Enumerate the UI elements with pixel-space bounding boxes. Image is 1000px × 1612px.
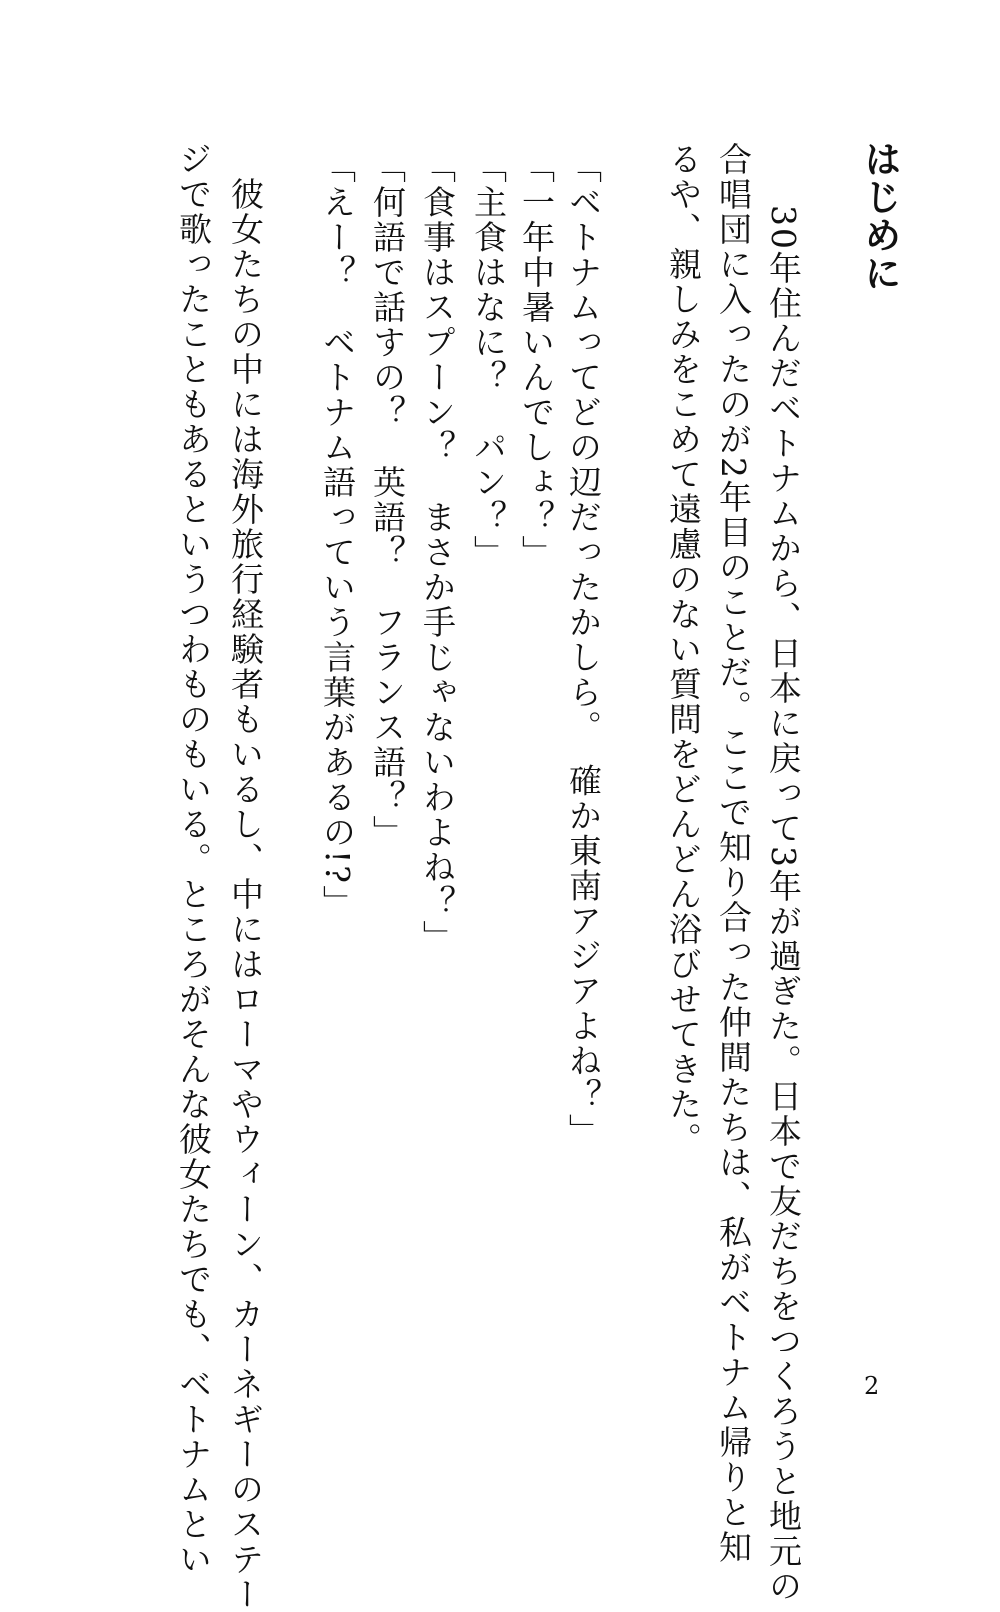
text-column-4: 彼女たちの中には海外旅行経験者もいるし、中にはローマやウィーン、カーネギーのステー: [226, 142, 265, 1612]
dialogue-line-1: 「ベトナムってどの辺だったかしら。 確か東南アジアよね？」: [564, 150, 603, 1149]
dialogue-line-2: 「一年中暑いんでしょ？」: [517, 150, 556, 570]
page-number: 2: [864, 1372, 880, 1400]
page-title: はじめに: [858, 140, 901, 292]
text-column-1: 30年住んだベトナムから、日本に戻って3年が過ぎた。日本で友だちをつくろうと地元の: [764, 170, 803, 1604]
dialogue-line-3: 「主食はなに？ パン？」: [469, 150, 508, 570]
dialogue-line-6: 「えー？ ベトナム語っていう言葉があるの!?」: [318, 150, 357, 920]
text-column-3: るや、親しみをこめて遠慮のない質問をどんどん浴びせてきた。: [664, 142, 703, 1157]
dialogue-line-5: 「何語で話すの？ 英語？ フランス語？」: [368, 150, 407, 850]
text-column-2: 合唱団に入ったのが2年目のことだ。ここで知り合った仲間たちは、私がベトナム帰りと知: [714, 142, 753, 1565]
dialogue-line-4: 「食事はスプーン？ まさか手じゃないわよね？」: [418, 150, 457, 955]
text-column-5: ジで歌ったこともあるというつわものもいる。ところがそんな彼女たちでも、ベトナムとい: [174, 142, 213, 1577]
